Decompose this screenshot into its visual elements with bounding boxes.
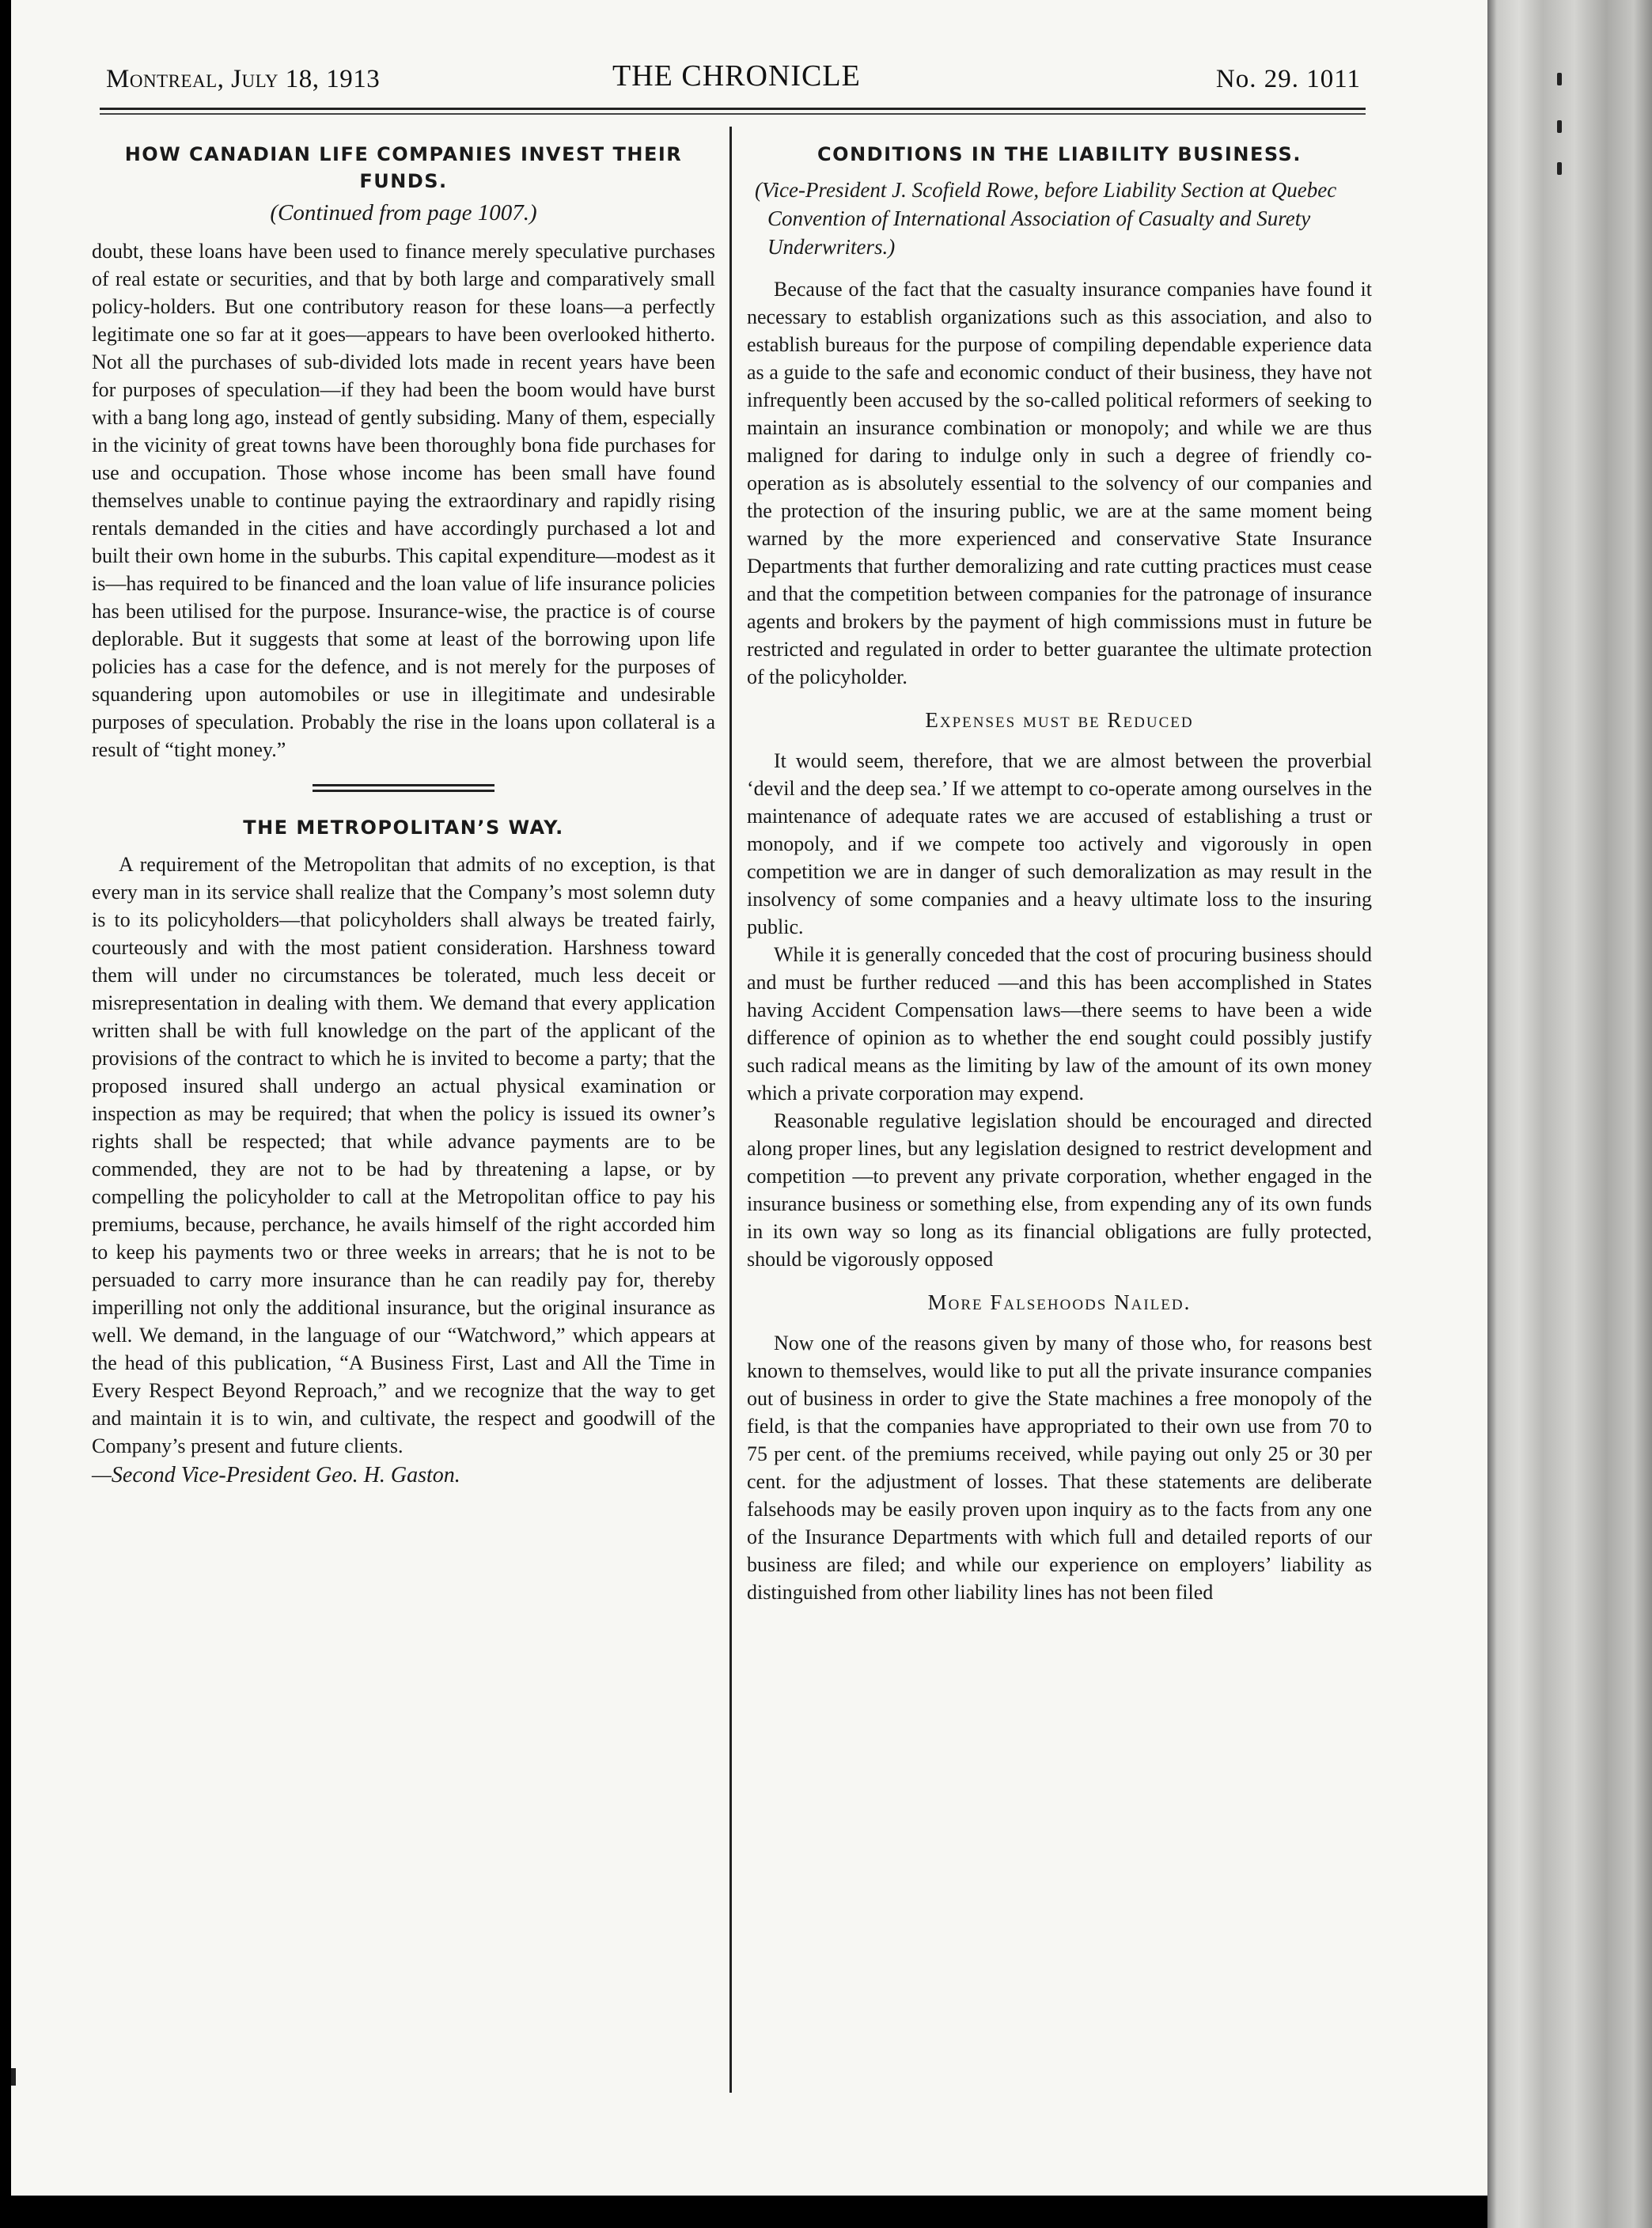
margin-mark [11,2068,16,2086]
running-head-date: Montreal, July 18, 1913 [106,65,381,93]
left-column [92,136,715,1489]
right-column [747,136,1372,1606]
article-paragraph: A requirement of the Metropolitan that admits of no exception, is that every man in its service shall realize that the Company’s most solemn duty is to its policyholders—that policyholders shall always be treated fairly, courteously and with the most patient consideration. Harshness toward them will under no circumstances be tolerated, much less deceit or misrepresentation in dealing with them. We demand that every application written shall be with full knowledge on the part of the applicant of the provisions of the contract to which he is invited to become a party; that the proposed insured shall undergo an actual physical examination or inspection as may be required; that when the policy is issued its owner’s rights shall be respected; that while advance payments are to be commended, they are not to be had by threatening a lapse, or by compelling the policyholder to call at the Metropolitan office to pay his premiums, because, perchance, he avails himself of the right accorded him to keep his payments two or three weeks in arrears; that he is not to be persuaded to carry more insurance than he can readily pay for, thereby imperilling not only the additional insurance, but the original insurance as well. We demand, in the language of our “Watchword,” which appears at the head of this publication, “A Business First, Last and All the Time in Every Respect Beyond Reproach,” and we recognize that the way to get and maintain it is to win, and cultivate, the respect and goodwill of the Company’s present and future clients. [92,853,715,1457]
article-paragraph: Now one of the reasons given by many of those who, for reasons best known to themselves, would like to put all the private insurance companies out of business in order to give the State machines a free monopoly of the field, is that the companies have appropriated to their own use from 70 to 75 per cent. of the premiums received, while paying out only 25 or 30 per cent. for the adjustment of losses. That these statements are deliberate falsehoods may be easily proven upon inquiry as to the facts from any one of the Insurance Departments with which full and detailed reports of our business are filed; and while our experience on employers’ liability as distinguished from other liability lines has not been filed [747,1332,1372,1604]
column-divider [729,127,732,2093]
article-paragraph: Reasonable regulative legislation should be encouraged and directed along proper lines, but any legislation designed to restrict development and competition —to prevent any private corporation, whether engaged in the insurance business or something else, from expending any of its own funds in its own way so long as its financial obligations are fully protected, should be vigorously opposed [747,1109,1372,1271]
subheading-falsehoods: More Falsehoods Nailed. [927,1290,1192,1314]
running-head-title: THE CHRONICLE [612,59,861,93]
page-edges [1487,0,1652,2228]
article-paragraph: Because of the fact that the casualty insurance companies have found it necessary to establish organizations such as this association, and also to establish bureaus for the purpose of compiling dependable experience data as a guide to the safe and economic conduct of their business, they have not infrequently been accused by the so-called political reformers of seeking to maintain an insurance combination or monopoly; and while we are thus maligned for daring to indulge only in such a degree of friendly co-operation as is absolutely essential to the solvency of our companies and the protection of the insuring public, we are at the same moment being warned by the more experienced and conservative State Insurance Departments that further demoralizing and rate cutting practices must cease and that the competition between companies for the patronage of insurance agents and brokers by the payment of high commissions must in future be restricted and regulated in order to better guarantee the ultimate protection of the policyholder. [747,278,1372,688]
section-rule [313,790,494,792]
section-rule [313,784,494,786]
subheading-expenses: Expenses must be Reduced [925,708,1194,732]
header-rule [100,113,1366,115]
article-title-metropolitan: THE METROPOLITAN’S WAY. [243,817,564,839]
edge-tick [1557,73,1562,85]
article-signature: —Second Vice-President Geo. H. Gaston. [92,1463,460,1487]
edge-tick [1557,120,1562,133]
article-byline: (Vice-President J. Scofield Rowe, before Liability Section at Quebec Convention of International Association of Casualty and Surety Underwriters.) [755,178,1337,259]
article-title-investment: HOW CANADIAN LIFE COMPANIES INVEST THEIR FUNDS. [124,143,683,192]
edge-tick [1557,162,1562,175]
article-paragraph: While it is generally conceded that the cost of procuring business should and must be further reduced —and this has been accomplished in States having Accident Compensation laws—there seems to have been a wide difference of opinion as to whether the end sought could possibly justify such radical means as the limiting by law of the amount of its own money which a private corporation may expend. [747,943,1372,1105]
header-rule [100,108,1366,110]
continued-note: (Continued from page 1007.) [270,200,537,225]
running-head [106,59,1361,106]
article-paragraph: doubt, these loans have been used to finance merely speculative purchases of real estate or securities, and that by both large and comparatively small policy-holders. But one contributory reason for these loans—a perfectly legitimate one so far at it goes—appears to have been overlooked hitherto. Not all the purchases of sub-divided lots made in recent years have been for purposes of speculation—if they had been the boom would have burst with a bang long ago, instead of gently subsiding. Many of them, especially in the vicinity of great towns have been thoroughly bona fide purchases for use and occupation. Those whose income has been small have found themselves unable to continue paying the extraordinary and rapidly rising rentals demanded in the cities and have accordingly purchased a lot and built their own home in the suburbs. This capital expenditure—modest as it is—has required to be financed and the loan value of life insurance policies has been utilised for the purpose. Insurance-wise, the practice is of course deplorable. But it suggests that some at least of the borrowing upon life policies has a case for the defence, and is not merely for the purposes of squandering upon automobiles or use in illegitimate and undesirable purposes of speculation. Probably the rise in the loans upon collateral is a result of “tight money.” [92,240,715,761]
article-paragraph: It would seem, therefore, that we are almost between the proverbial ‘devil and the deep sea.’ If we attempt to co-operate among ourselves in the maintenance of adequate rates we are accused of establishing a trust or monopoly, and if we compete too actively and vigorously in open competition we are in danger of such demoralization as may result in the insolvency of some companies and a heavy ultimate loss to the insuring public. [747,749,1372,938]
article-title-liability: CONDITIONS IN THE LIABILITY BUSINESS. [817,143,1302,165]
running-head-issue: No. 29. 1011 [1215,65,1361,93]
